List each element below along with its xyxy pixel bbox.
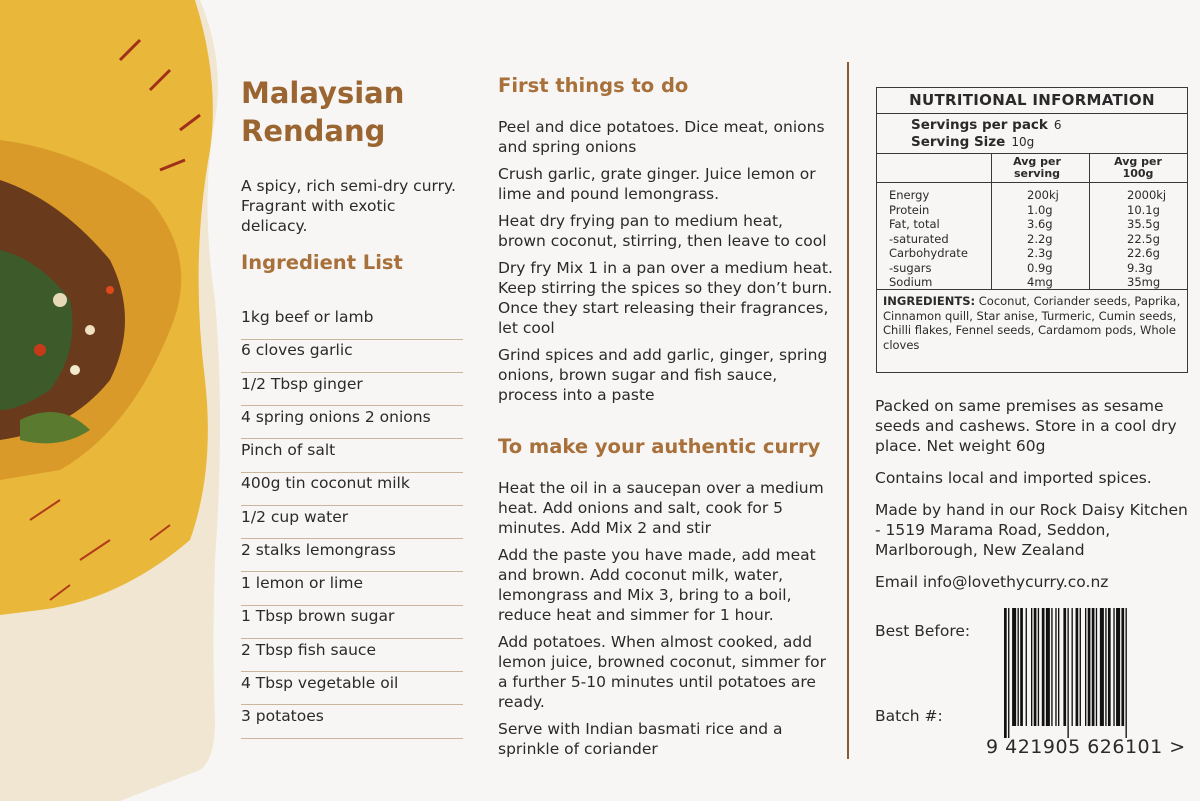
ingredient-list xyxy=(241,307,463,739)
column-divider xyxy=(847,62,849,759)
step-item: Grind spices and add garlic, ginger, spring onions, brown sugar and fish sauce, process into a paste xyxy=(498,346,828,404)
step-item: Crush garlic, grate ginger. Juice lemon or lime and pound lemongrass. xyxy=(498,165,816,203)
list-item: 6 cloves garlic xyxy=(241,340,463,373)
nutrition-title: NUTRITIONAL INFORMATION xyxy=(877,88,1187,114)
table-row: Energy 200kj 2000kj xyxy=(889,188,1167,202)
table-row: Sodium 4mg 35mg xyxy=(889,275,1161,289)
servings-info xyxy=(877,114,1187,154)
step-item: Peel and dice potatoes. Dice meat, onions and spring onions xyxy=(498,118,825,156)
ingredients-statement xyxy=(877,290,1187,356)
list-item: 4 spring onions 2 onions xyxy=(241,407,463,440)
made-by-text: Made by hand in our Rock Daisy Kitchen - 1519 Marama Road, Seddon, Marlborough, New Zealand xyxy=(875,501,1188,559)
step-item: Heat dry frying pan to medium heat, brown coconut, stirring, then leave to cool xyxy=(498,212,827,250)
nutrition-table xyxy=(877,183,1187,290)
recipe-title xyxy=(241,74,404,150)
list-item: 2 stalks lemongrass xyxy=(241,540,463,573)
list-item: Pinch of salt xyxy=(241,440,463,473)
batch-label: Batch #: xyxy=(875,707,943,725)
step-item: Add the paste you have made, add meat and brown. Add coconut milk, water, lemongrass and Mix 3, bring to a boil, reduce heat and simmer for 1 hour. xyxy=(498,546,816,624)
title-line-2: Rendang xyxy=(241,114,386,148)
ingredient-heading: Ingredient List xyxy=(241,251,403,274)
serving-size-label: Serving Size xyxy=(911,134,1006,150)
table-row: -sugars 0.9g 9.3g xyxy=(889,260,1153,275)
servings-label: Servings per pack xyxy=(911,117,1048,133)
column-header-serving: Avg per serving xyxy=(1013,155,1061,180)
list-item: 400g tin coconut milk xyxy=(241,473,463,506)
curry-steps-list xyxy=(498,478,833,766)
best-before-label: Best Before: xyxy=(875,622,971,640)
step-item: Add potatoes. When almost cooked, add lemon juice, browned coconut, simmer for a further 5-10 minutes until potatoes are ready. xyxy=(498,633,826,711)
packed-text: Packed on same premises as sesame seeds and cashews. Store in a cool dry place. Net weight 60g xyxy=(875,397,1177,455)
list-item: 2 Tbsp fish sauce xyxy=(241,640,463,673)
first-steps-heading: First things to do xyxy=(498,74,689,97)
list-item: 3 potatoes xyxy=(241,706,463,739)
table-row: Fat, total 3.6g 35.5g xyxy=(889,217,1160,231)
contains-text: Contains local and imported spices. xyxy=(875,469,1152,487)
ingredients-text: Coconut, Coriander seeds, Paprika, Cinnamon quill, Star anise, Turmeric, Cumin seeds, Chilli flakes, Fennel seeds, Cardamom pods, Whole cloves xyxy=(883,294,1181,352)
list-item: 1 Tbsp brown sugar xyxy=(241,606,463,639)
spice-illustration xyxy=(0,0,225,801)
serving-size-value: 10g xyxy=(1011,135,1035,149)
barcode xyxy=(1004,608,1169,738)
list-item: 4 Tbsp vegetable oil xyxy=(241,673,463,706)
table-row: Carbohydrate 2.3g 22.6g xyxy=(889,246,1160,260)
list-item: 1/2 cup water xyxy=(241,507,463,540)
title-line-1: Malaysian xyxy=(241,76,405,110)
column-header-100g: Avg per 100g xyxy=(1114,155,1162,180)
nutrition-column-headers xyxy=(877,154,1187,183)
table-row: Protein 1.0g 10.1g xyxy=(889,202,1160,217)
first-steps-list xyxy=(498,117,833,412)
list-item: 1kg beef or lamb xyxy=(241,307,463,340)
step-item: Serve with Indian basmati rice and a sprinkle of coriander xyxy=(498,720,783,758)
barcode-number: 9 421905 626101 > xyxy=(986,736,1186,758)
email-text: Email info@lovethycurry.co.nz xyxy=(875,573,1109,591)
list-item: 1/2 Tbsp ginger xyxy=(241,374,463,407)
servings-value: 6 xyxy=(1053,118,1062,132)
step-item: Dry fry Mix 1 in a pan over a medium heat. Keep stirring the spices so they don’t burn. Once they start releasing their fragrances, let cool xyxy=(498,259,833,337)
list-item: 1 lemon or lime xyxy=(241,573,463,606)
ingredients-label: INGREDIENTS: xyxy=(883,294,976,308)
step-item: Heat the oil in a saucepan over a medium heat. Add onions and salt, cook for 5 minutes. Add Mix 2 and stir xyxy=(498,479,824,537)
recipe-description: A spicy, rich semi-dry curry. Fragrant with exotic delicacy. xyxy=(241,177,456,235)
curry-steps-heading: To make your authentic curry xyxy=(498,435,821,458)
nutrition-panel xyxy=(876,87,1188,373)
table-row: -saturated 2.2g 22.5g xyxy=(889,231,1160,246)
